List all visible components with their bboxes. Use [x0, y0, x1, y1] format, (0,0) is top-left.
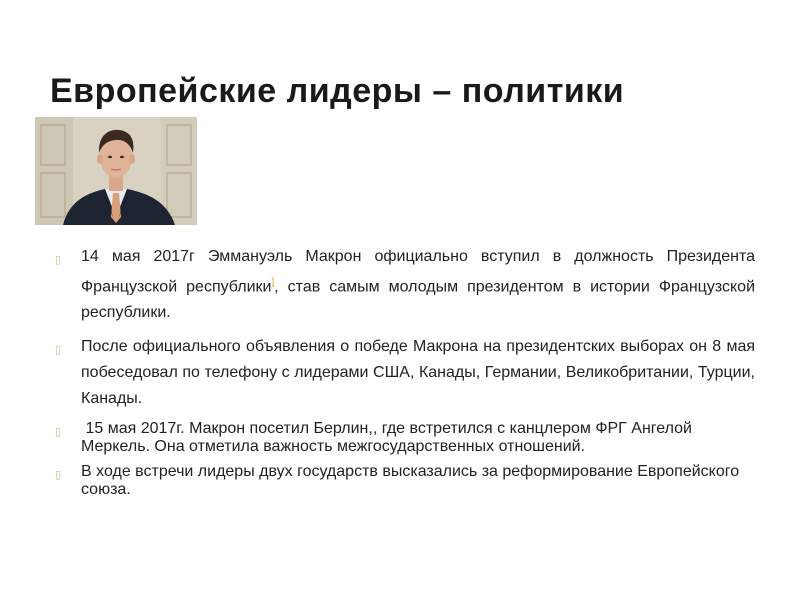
bullet-marker-icon: ▯ — [55, 344, 62, 357]
bullet-marker-icon: ▯ — [55, 426, 62, 439]
bullet-item-phone-calls — [55, 334, 755, 412]
slide-title: Европейские лидеры – политики — [50, 72, 625, 110]
reference-link[interactable]: ] — [271, 277, 275, 288]
portrait-photo — [35, 117, 197, 225]
bullet-text: 15 мая 2017г. Макрон посетил Берлин,, где встретился с канцлером ФРГ Ангелой Меркель. Она отметила важность межгосударственных отношений. — [81, 420, 697, 456]
bullet-text: В ходе встречи лидеры двух государств высказались за реформирование Европейского союза. — [81, 463, 740, 499]
bullet-marker-icon: ▯ — [55, 254, 62, 266]
bullet-marker-icon: ▯ — [55, 469, 62, 482]
bullet-text: 14 мая 2017г Эммануэль Макрон официально вступил в должность Президента Французской республики — [81, 248, 755, 296]
bullet-item-berlin-visit — [55, 420, 755, 456]
bullet-item-eu-reform — [55, 463, 755, 499]
bullet-text: , став самым молодым президентом в истории Французской республики. — [81, 278, 755, 322]
bullet-list — [55, 244, 755, 499]
bullet-item-inauguration — [55, 244, 755, 326]
bullet-text: После официального объявления о победе Макрона на президентских выборах он 8 мая побеседовал по телефону с лидерами США, Канады, Германии, Великобритании, Турции, Канады. — [81, 338, 755, 408]
